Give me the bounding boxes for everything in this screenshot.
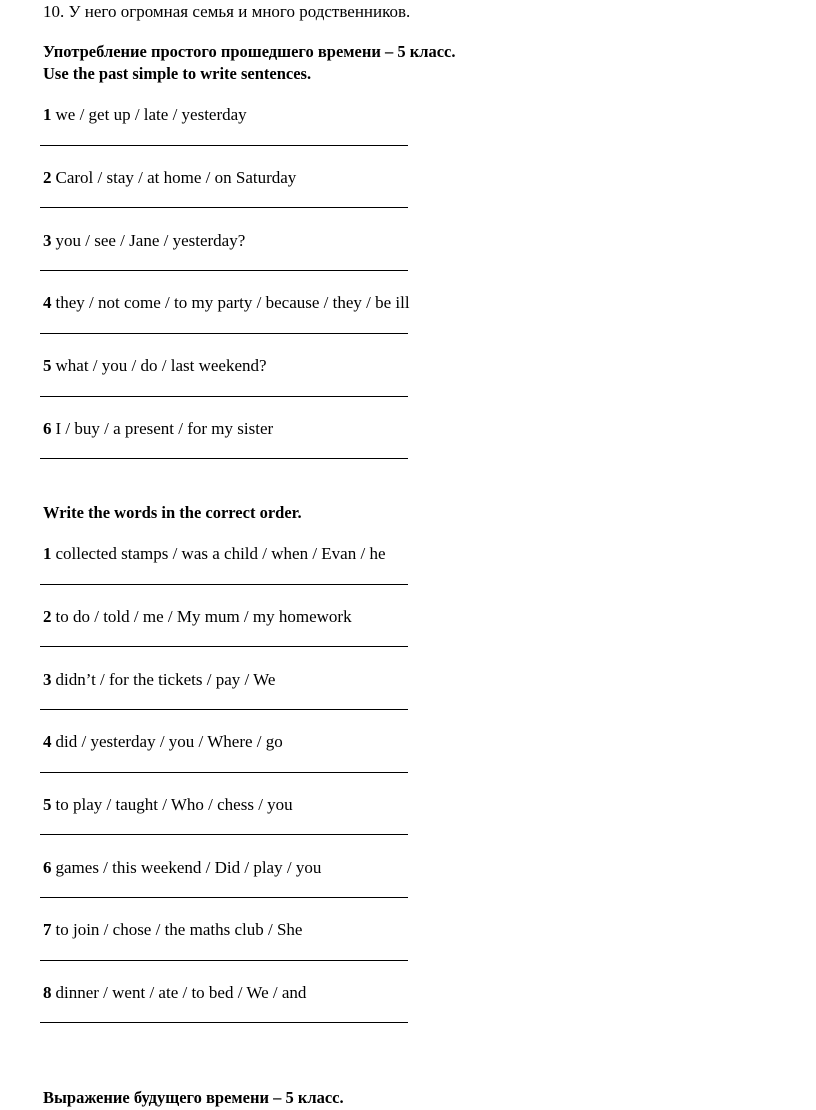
item-text: what / you / do / last weekend? bbox=[55, 356, 267, 375]
item-number: 6 bbox=[43, 419, 52, 438]
s2-item-5 bbox=[43, 795, 293, 815]
item-number: 3 bbox=[43, 670, 52, 689]
s1-item-3 bbox=[43, 231, 245, 251]
s2-answer-line-6[interactable] bbox=[40, 897, 408, 898]
s2-answer-line-5[interactable] bbox=[40, 834, 408, 835]
item-text: I / buy / a present / for my sister bbox=[55, 419, 274, 438]
task-10-sentence: 10. У него огромная семья и много родственников. bbox=[43, 2, 411, 21]
item-number: 5 bbox=[43, 356, 52, 375]
item-text: you / see / Jane / yesterday? bbox=[55, 231, 246, 250]
item-number: 3 bbox=[43, 231, 52, 250]
item-text: Carol / stay / at home / on Saturday bbox=[55, 168, 297, 187]
s1-answer-line-2[interactable] bbox=[40, 207, 408, 208]
item-number: 4 bbox=[43, 732, 52, 751]
item-number: 2 bbox=[43, 607, 52, 626]
item-number: 8 bbox=[43, 983, 52, 1002]
item-number: 4 bbox=[43, 293, 52, 312]
item-number: 1 bbox=[43, 544, 52, 563]
item-number: 6 bbox=[43, 858, 52, 877]
s2-item-1 bbox=[43, 544, 386, 564]
s1-item-1 bbox=[43, 105, 247, 125]
s1-item-2 bbox=[43, 168, 296, 188]
s1-item-5 bbox=[43, 356, 267, 376]
s1-item-6 bbox=[43, 419, 273, 439]
s2-item-2 bbox=[43, 607, 352, 627]
item-text: to do / told / me / My mum / my homework bbox=[55, 607, 352, 626]
section2-title: Write the words in the correct order. bbox=[43, 503, 302, 522]
section1-title-ru: Употребление простого прошедшего времени – 5 класс. bbox=[43, 42, 456, 61]
s2-answer-line-3[interactable] bbox=[40, 709, 408, 710]
item-text: didn’t / for the tickets / pay / We bbox=[55, 670, 276, 689]
s1-answer-line-3[interactable] bbox=[40, 270, 408, 271]
s1-answer-line-1[interactable] bbox=[40, 145, 408, 146]
section1-title-en: Use the past simple to write sentences. bbox=[43, 64, 312, 83]
s1-answer-line-4[interactable] bbox=[40, 333, 408, 334]
item-text: dinner / went / ate / to bed / We / and bbox=[55, 983, 307, 1002]
section3-title: Выражение будущего времени – 5 класс. bbox=[43, 1088, 344, 1107]
s2-item-4 bbox=[43, 732, 283, 752]
item-number: 2 bbox=[43, 168, 52, 187]
s2-answer-line-2[interactable] bbox=[40, 646, 408, 647]
item-text: to play / taught / Who / chess / you bbox=[55, 795, 293, 814]
item-text: to join / chose / the maths club / She bbox=[55, 920, 303, 939]
item-text: games / this weekend / Did / play / you bbox=[55, 858, 322, 877]
item-text: they / not come / to my party / because / they / be ill bbox=[55, 293, 410, 312]
s2-answer-line-4[interactable] bbox=[40, 772, 408, 773]
s2-answer-line-7[interactable] bbox=[40, 960, 408, 961]
s2-item-6 bbox=[43, 858, 321, 878]
s2-answer-line-1[interactable] bbox=[40, 584, 408, 585]
item-text: we / get up / late / yesterday bbox=[55, 105, 247, 124]
s2-answer-line-8[interactable] bbox=[40, 1022, 408, 1023]
s2-item-3 bbox=[43, 670, 275, 690]
s2-item-8 bbox=[43, 983, 306, 1003]
s2-item-7 bbox=[43, 920, 302, 940]
s1-answer-line-6[interactable] bbox=[40, 458, 408, 459]
item-number: 7 bbox=[43, 920, 52, 939]
item-text: did / yesterday / you / Where / go bbox=[55, 732, 283, 751]
item-text: collected stamps / was a child / when / Evan / he bbox=[55, 544, 386, 563]
s1-answer-line-5[interactable] bbox=[40, 396, 408, 397]
item-number: 1 bbox=[43, 105, 52, 124]
item-number: 5 bbox=[43, 795, 52, 814]
s1-item-4 bbox=[43, 293, 410, 313]
